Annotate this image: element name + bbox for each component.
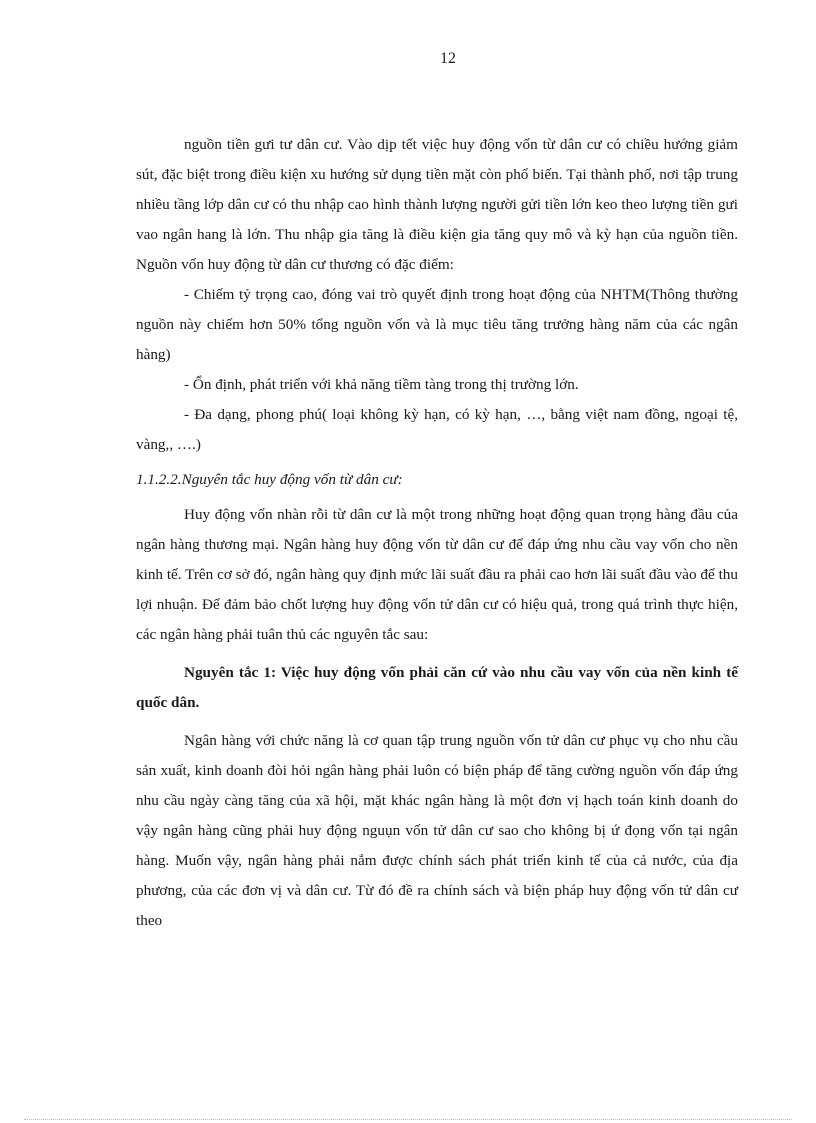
section-heading: 1.1.2.2.Nguyên tắc huy động vốn từ dân cư: (136, 471, 403, 488)
paragraph-principle-1: Ngân hàng với chức năng là cơ quan tập trung nguồn vốn tử dân cư phục vụ cho nhu cầu sản xuất, kinh doanh đòi hỏi ngân hàng phải luôn có biện pháp để tăng cường nguồn vốn đáp ứng nhu cầu ngày càng tăng của xã hội, mặt khác ngân hàng là một đơn vị hạch toán kinh doanh do vậy ngân hàng cũng phải huy động nguụn vốn tử dân cư sao cho không bị ứ đọng vốn tại ngân hàng. Muốn vậy, ngân hàng phải nắm được chính sách phát triển kinh tế của cả nước, của địa phương, của các đơn vị và dân cư. Từ đó đề ra chính sách và biện pháp huy động vốn tử dân cư theo (136, 732, 738, 929)
document-body (136, 130, 738, 936)
bullet-diversity: - Đa dạng, phong phú( loại không kỳ hạn, có kỳ hạn, …, bằng việt nam đồng, ngoại tệ, vàng,, ….) (136, 406, 738, 453)
bullet-stability: - Ổn định, phát triển với khả năng tiềm tàng trong thị trường lớn. (184, 376, 579, 393)
bullet-high-proportion: - Chiếm tỷ trọng cao, đóng vai trò quyết định trong hoạt động của NHTM(Thông thường nguồn này chiếm hơn 50% tổng nguồn vốn và là mục tiêu tăng trưởng hàng năm của các ngân hàng) (136, 286, 738, 363)
principle-1-heading: Nguyên tắc 1: Việc huy động vốn phải căn cứ vào nhu cầu vay vốn của nền kinh tế quốc dân. (136, 664, 738, 711)
page-number: 12 (440, 50, 456, 67)
paragraph-principles-intro: Huy động vốn nhàn rỗi từ dân cư là một trong những hoạt động quan trọng hàng đầu của ngân hàng thương mại. Ngân hàng huy động vốn từ dân cư để đáp ứng nhu cầu vay vốn cho nền kinh tế. Trên cơ sở đó, ngân hàng quy định mức lãi suất đầu ra phải cao hơn lãi suất đầu vào để thu lợi nhuận. Để đảm bảo chốt lượng huy động vốn tử dân cư có hiệu quả, trong quá trình thực hiện, các ngân hàng phải tuân thủ các nguyên tắc sau: (136, 506, 738, 643)
paragraph-deposit-sources: nguồn tiền gưi tư dân cư. Vào dịp tết việc huy động vốn từ dân cư có chiều hướng giảm sút, đặc biệt trong điều kiện xu hướng sử dụng tiền mặt còn phổ biến. Tại thành phố, nơi tập trung nhiều tầng lớp dân cư có thu nhập cao hình thành lượng người gửi tiền lớn keo theo lượng tiền gưi vao ngân hang là lớn. Thu nhập gia tăng là điều kiện gia tăng quy mô và kỳ hạn của nguồn tiền. Nguồn vốn huy động từ dân cư thương có đặc điểm: (136, 136, 738, 273)
page-bottom-divider (24, 1119, 792, 1120)
